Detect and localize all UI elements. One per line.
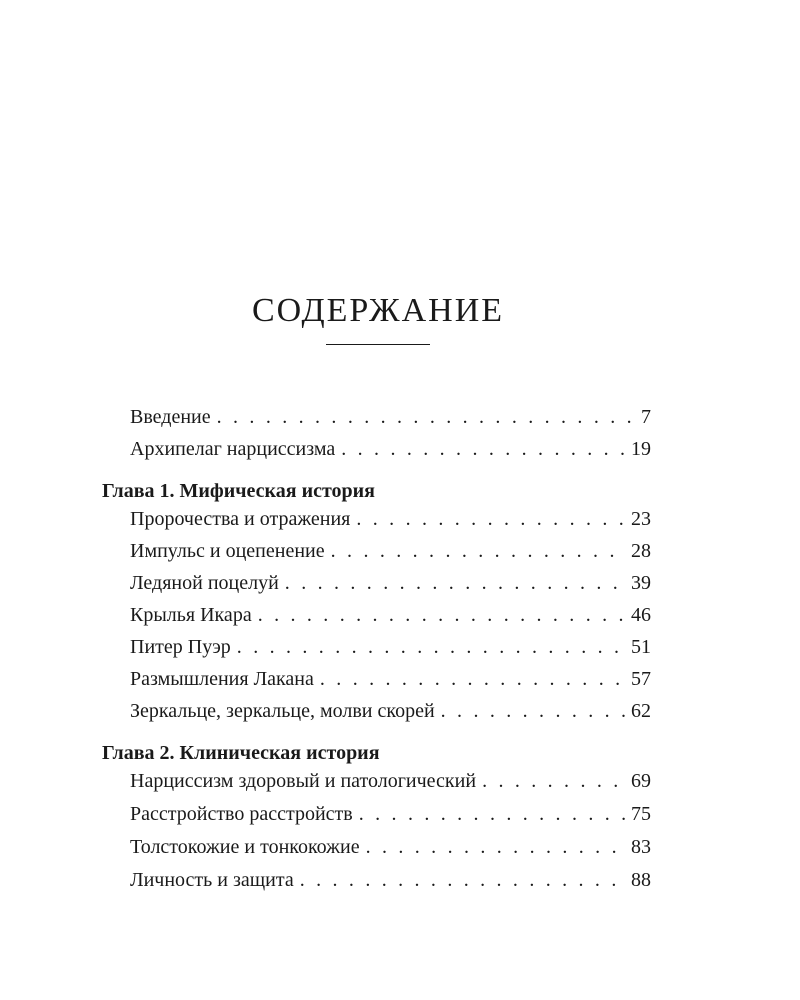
toc-entry-label: Нарциссизм здоровый и патологический [130,770,477,792]
toc-entry-label: Ледяной поцелуй [130,572,279,594]
toc-entry-label: Пророчества и отражения [130,508,351,530]
toc-entry-page: 57 [631,668,651,690]
toc-entry-label: Архипелаг нарциссизма [130,438,336,460]
dot-leader [482,770,627,793]
toc-entry[interactable] [130,508,651,536]
toc-entry-label: Толстокожие и тонкокожие [130,836,360,858]
chapter-heading-1[interactable]: Глава 1. Мифическая история [102,480,375,502]
toc-entry-label: Зеркальце, зеркальце, молви скорей [130,700,435,722]
toc-entry-page: 83 [631,836,651,858]
toc-entry-page: 46 [631,604,651,626]
toc-entry-archipelago[interactable] [130,438,651,466]
dot-leader [441,700,627,723]
dot-leader [285,572,627,595]
toc-entry-page: 88 [631,869,651,891]
toc-entry-label: Введение [130,406,211,428]
toc-entry-page: 39 [631,572,651,594]
dot-leader [366,836,627,859]
toc-entry[interactable] [130,869,651,897]
dot-leader [341,438,627,461]
dot-leader [237,636,627,659]
toc-entry-label: Питер Пуэр [130,636,231,658]
toc-entry[interactable] [130,572,651,600]
toc-entry-label: Личность и защита [130,869,294,891]
toc-entry-page: 69 [631,770,651,792]
toc-entry-introduction[interactable] [130,406,651,434]
toc-entry-page: 62 [631,700,651,722]
dot-leader [300,869,627,892]
dot-leader [258,604,627,627]
chapter-heading-2[interactable]: Глава 2. Клиническая история [102,742,380,764]
toc-entry-label: Размышления Лакана [130,668,314,690]
toc-entry-page: 28 [631,540,651,562]
toc-entry[interactable] [130,668,651,696]
toc-entry-page: 7 [641,406,651,428]
toc-entry[interactable] [130,540,651,568]
dot-leader [359,803,627,826]
toc-entry-page: 19 [631,438,651,460]
toc-entry-page: 75 [631,803,651,825]
toc-entry-label: Крылья Икара [130,604,252,626]
dot-leader [217,406,637,429]
toc-entry[interactable] [130,636,651,664]
toc-entry[interactable] [130,700,651,728]
toc-entry-page: 23 [631,508,651,530]
dot-leader [356,508,627,531]
toc-entry-page: 51 [631,636,651,658]
toc-entry-label: Расстройство расстройств [130,803,353,825]
toc-entry[interactable] [130,803,651,831]
toc-entry[interactable] [130,604,651,632]
toc-entry-label: Импульс и оцепенение [130,540,325,562]
page-title: СОДЕРЖАНИЕ [251,292,505,329]
toc-entry[interactable] [130,770,651,798]
dot-leader [320,668,627,691]
title-underline [326,344,430,345]
toc-entry[interactable] [130,836,651,864]
dot-leader [331,540,627,563]
